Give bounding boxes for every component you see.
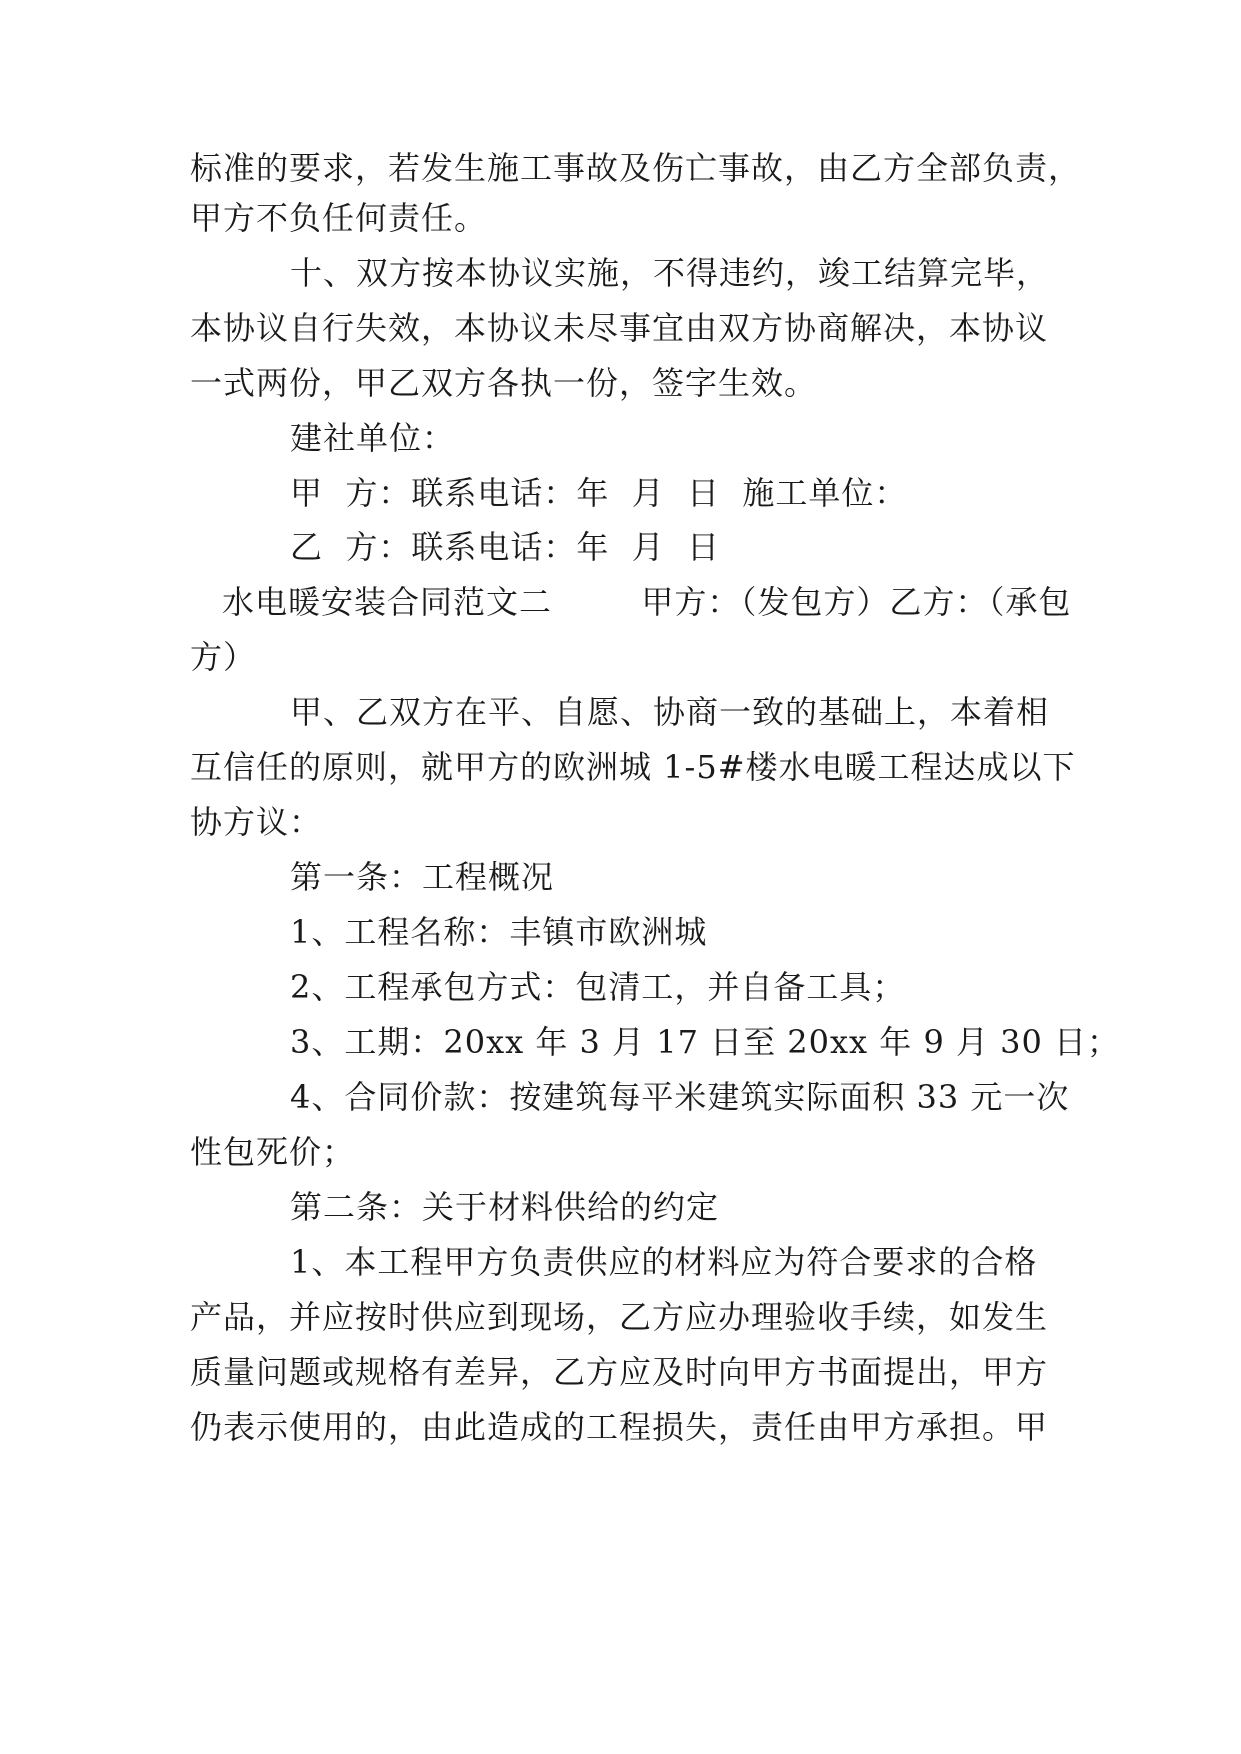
paragraph-line: 仍表示使用的，由此造成的工程损失，责任由甲方承担。甲 (190, 1408, 1049, 1446)
paragraph-line: 3、工期：20xx 年 3 月 17 日至 20xx 年 9 月 30 日； (290, 1023, 1121, 1061)
paragraph-line: 乙 方：联系电话：年 月 日 (290, 528, 721, 566)
paragraph-line: 1、工程名称：丰镇市欧洲城 (290, 913, 708, 951)
paragraph-line: 十、双方按本协议实施，不得违约，竣工结算完毕， (290, 254, 1050, 292)
paragraph-line: 2、工程承包方式：包清工，并自备工具； (290, 968, 906, 1006)
paragraph-line: 产品，并应按时供应到现场，乙方应办理验收手续，如发生 (190, 1298, 1049, 1336)
paragraph-line: 建社单位： (290, 419, 456, 457)
paragraph-line: 甲 方：联系电话：年 月 日 施工单位： (290, 474, 908, 512)
article-heading: 第二条：关于材料供给的约定 (290, 1188, 720, 1226)
paragraph-line: 本协议自行失效，本协议未尽事宜由双方协商解决，本协议 (190, 309, 1049, 347)
article-heading: 第一条：工程概况 (290, 858, 555, 896)
paragraph-line: 甲方不负任何责任。 (190, 199, 488, 237)
paragraph-line: 一式两份，甲乙双方各执一份，签字生效。 (190, 364, 818, 402)
paragraph-line: 1、本工程甲方负责供应的材料应为符合要求的合格 (290, 1243, 1038, 1281)
paragraph-line: 4、合同价款：按建筑每平米建筑实际面积 33 元一次 (290, 1078, 1070, 1116)
paragraph-line: 性包死价； (190, 1133, 356, 1171)
paragraph-line: 质量问题或规格有差异，乙方应及时向甲方书面提出，甲方 (190, 1353, 1049, 1391)
section-heading: 水电暖安装合同范文二 甲方：（发包方）乙方：（承包 (222, 583, 1072, 621)
paragraph-line: 互信任的原则，就甲方的欧洲城 1-5#楼水电暖工程达成以下 (190, 748, 1076, 786)
paragraph-line: 甲、乙双方在平、自愿、协商一致的基础上，本着相 (290, 693, 1050, 731)
paragraph-line: 协方议： (190, 803, 323, 841)
paragraph-line: 标准的要求，若发生施工事故及伤亡事故，由乙方全部负责， (190, 149, 1082, 187)
paragraph-line: 方） (190, 638, 257, 676)
